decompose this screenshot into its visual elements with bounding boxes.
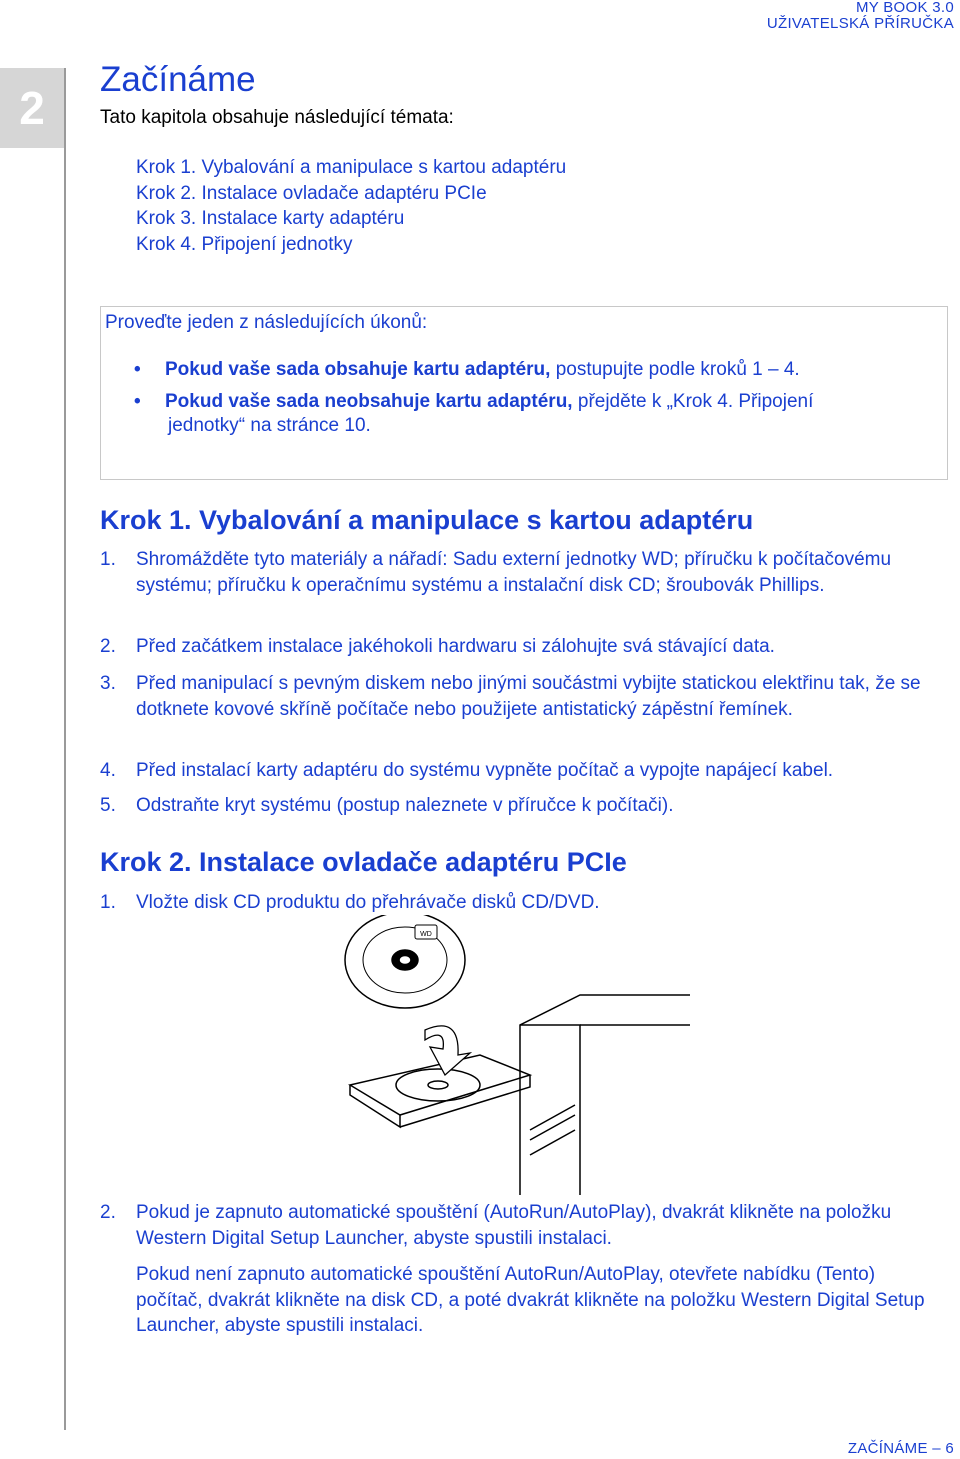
item-number: 5. — [100, 795, 116, 816]
step2-paragraph: Pokud není zapnuto automatické spouštění AutoRun/AutoPlay, otevřete nabídku (Tento) počítač, dvakrát klikněte na disk CD, a poté dvakrát klikněte na položku Western Digital Setup Launcher, abyste spustili instalaci. — [136, 1264, 925, 1336]
toc-link-step1[interactable]: Krok 1. Vybalování a manipulace s kartou adaptéru — [136, 157, 567, 178]
toc-link-step3[interactable]: Krok 3. Instalace karty adaptéru — [136, 208, 405, 229]
toc-link-step4[interactable]: Krok 4. Připojení jednotky — [136, 233, 353, 255]
item-text: Před manipulací s pevným diskem nebo jinými součástmi vybijte statickou elektřinu tak, že se dotknete kovové skříně počítače nebo použijete antistatický zápěstní řemínek. — [136, 673, 921, 720]
item-number: 4. — [100, 760, 116, 781]
item-number: 2. — [100, 1202, 116, 1223]
item-text: Shromážděte tyto materiály a nářadí: Sadu externí jednotky WD; příručku k počítačovému systému; příručku k operačnímu systému a instalační disk CD; šroubovák Phillips. — [136, 549, 892, 596]
header-guide-title: UŽIVATELSKÁ PŘÍRUČKA — [766, 15, 954, 32]
item-text: Vložte disk CD produktu do přehrávače disků CD/DVD. — [136, 892, 600, 913]
item-number: 3. — [100, 673, 116, 694]
chapter-number-box — [0, 68, 64, 148]
bullet-link-continuation[interactable]: jednotky“ na stránce 10. — [168, 415, 371, 436]
item-number: 1. — [100, 892, 116, 913]
bullet-bold-text: Pokud vaše sada obsahuje kartu adaptéru, — [165, 359, 551, 380]
note-title: Proveďte jeden z následujících úkonů: — [105, 312, 428, 333]
step1-heading: Krok 1. Vybalování a manipulace s kartou adaptéru — [100, 505, 754, 535]
bullet-text: postupujte podle kroků 1 – 4. — [550, 359, 800, 380]
bullet-dot-icon: • — [134, 391, 141, 412]
toc-link-step2[interactable]: Krok 2. Instalace ovladače adaptéru PCIe — [136, 182, 487, 204]
cd-insert-illustration — [330, 915, 690, 1195]
item-number: 2. — [100, 636, 116, 657]
running-header — [767, 0, 954, 32]
margin-rule — [64, 68, 66, 1430]
header-product: MY BOOK 3.0 — [855, 0, 954, 16]
chapter-toc — [136, 155, 566, 257]
item-number: 1. — [100, 549, 116, 570]
step2-heading: Krok 2. Instalace ovladače adaptéru PCIe — [100, 847, 627, 877]
cd-label-text: WD — [420, 931, 432, 938]
chapter-title: Začínáme — [100, 60, 256, 99]
item-text: Před začátkem instalace jakéhokoli hardwaru si zálohujte svá stávající data. — [136, 636, 775, 657]
item-text: Před instalací karty adaptéru do systému vypněte počítač a vypojte napájecí kabel. — [136, 760, 834, 781]
bullet-link-text[interactable]: přejděte k „Krok 4. Připojení — [572, 391, 814, 412]
item-text: Odstraňte kryt systému (postup naleznete v příručce k počítači). — [136, 795, 674, 816]
item-text: Pokud je zapnuto automatické spouštění (AutoRun/AutoPlay), dvakrát klikněte na položku Western Digital Setup Launcher, abyste spustili instalaci. — [136, 1202, 892, 1249]
chapter-number: 2 — [19, 82, 45, 134]
bullet-bold-text: Pokud vaše sada neobsahuje kartu adaptéru, — [165, 391, 573, 412]
chapter-intro: Tato kapitola obsahuje následující témata: — [100, 107, 454, 128]
page-footer: ZAČÍNÁME – 6 — [847, 1440, 954, 1457]
bullet-dot-icon: • — [134, 359, 141, 380]
